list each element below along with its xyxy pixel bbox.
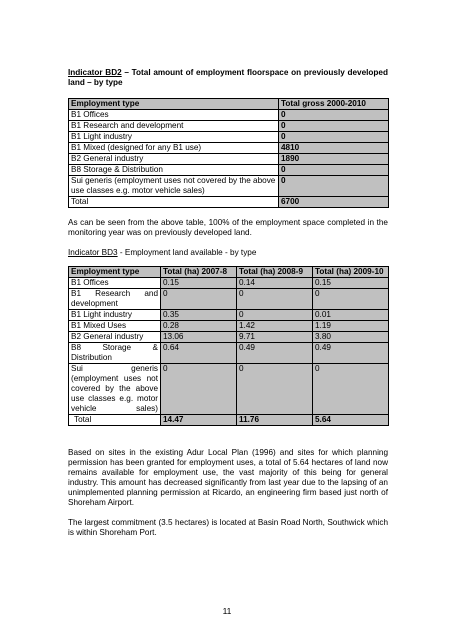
bd3-total-value: 11.76 [237,415,313,426]
bd3-heading [68,248,388,258]
bd3-cell: B1 Light industry [69,310,161,321]
bd3-cell: 0.49 [237,343,313,364]
bd3-cell: 0.49 [313,343,389,364]
bd2-header-row [69,99,389,110]
bd2-cell: 4810 [279,143,389,154]
bd3-cell: 0.15 [161,278,237,289]
bd3-cell: 3.80 [313,332,389,343]
table-row [69,321,389,332]
table-row [69,332,389,343]
table-row [69,132,389,143]
bd2-cell: 0 [279,121,389,132]
bd3-cell: 0.28 [161,321,237,332]
bd3-cell: 0 [237,364,313,415]
bd3-cell: 0 [161,289,237,310]
bd2-cell: B1 Light industry [69,132,279,143]
table-row [69,154,389,165]
bd2-cell: B1 Research and development [69,121,279,132]
bd3-header-2007: Total (ha) 2007-8 [161,267,237,278]
bd2-heading [68,68,388,88]
bd3-cell: 0.15 [313,278,389,289]
bd3-cell: 0 [161,364,237,415]
bd2-cell: Sui generis (employment uses not covered by the above use classes e.g. motor vehicle sales) [69,176,279,197]
bd3-header-2008: Total (ha) 2008-9 [237,267,313,278]
bd3-cell: 0 [237,310,313,321]
table-row [69,289,389,310]
bd3-cell: 0 [313,364,389,415]
bd3-cell: 1.19 [313,321,389,332]
paragraph: As can be seen from the above table, 100% of the employment space completed in the monitoring year was on previously developed land. [68,218,388,237]
table-row [69,121,389,132]
bd2-cell: 0 [279,176,389,197]
document-body [68,68,388,538]
table-row [69,143,389,154]
page-number: 11 [222,606,232,616]
bd3-total-value: 5.64 [313,415,389,426]
bd3-cell: B1 Research and development [69,289,161,310]
bd3-cell: 1.42 [237,321,313,332]
table-row [69,110,389,121]
table-row [69,165,389,176]
table-row [69,278,389,289]
bd2-cell: B1 Offices [69,110,279,121]
bd2-total-row [69,197,389,208]
bd3-total-value: 14.47 [161,415,237,426]
bd3-indicator: Indicator BD3 [68,248,118,257]
table-row [69,364,389,415]
table-row [69,310,389,321]
bd2-cell: 0 [279,132,389,143]
bd3-cell: B2 General industry [69,332,161,343]
bd3-cell: 0.64 [161,343,237,364]
bd2-cell: B8 Storage & Distribution [69,165,279,176]
bd2-cell: 1890 [279,154,389,165]
table-row [69,176,389,197]
bd2-total-value: 6700 [279,197,389,208]
bd3-header-type: Employment type [69,267,161,278]
bd3-cell: 0 [237,289,313,310]
bd3-total-row [69,415,389,426]
bd2-indicator: Indicator BD2 [68,68,122,77]
bd3-cell: 13.06 [161,332,237,343]
bd2-header-total: Total gross 2000-2010 [279,99,389,110]
bd2-title: – Total amount of employment floorspace on previously developed land – by type [68,68,388,87]
bd2-total-label: Total [69,197,279,208]
bd3-cell: 9.71 [237,332,313,343]
bd2-cell: B1 Mixed (designed for any B1 use) [69,143,279,154]
bd3-header-2009: Total (ha) 2009-10 [313,267,389,278]
bd3-table [68,266,389,426]
bd2-cell: B2 General industry [69,154,279,165]
bd3-cell: B1 Offices [69,278,161,289]
bd3-title: - Employment land available - by type [117,248,257,257]
bd3-cell: Sui generis (employment uses not covered by the above use classes e.g. motor vehicle sales) [69,364,161,415]
bd2-header-type: Employment type [69,99,279,110]
bd3-cell: 0.14 [237,278,313,289]
bd3-header-row [69,267,389,278]
bd2-cell: 0 [279,165,389,176]
bd3-cell: 0.01 [313,310,389,321]
bd3-cell: 0 [313,289,389,310]
paragraph: Based on sites in the existing Adur Local Plan (1996) and sites for which planning permission has been granted for employment uses, a total of 5.64 hectares of land now remains available for employment use, the vast majority of this being for general industry. This amount has decreased significantly from last year due to the lapsing of an unimplemented planning permission at Ricardo, an engineering firm based just north of Shoreham Airport. [68,448,388,507]
bd3-cell: B8 Storage & Distribution [69,343,161,364]
table-row [69,343,389,364]
bd3-total-label: Total [69,415,161,426]
bd2-cell: 0 [279,110,389,121]
bd3-cell: 0.35 [161,310,237,321]
bd3-cell: B1 Mixed Uses [69,321,161,332]
paragraph: The largest commitment (3.5 hectares) is located at Basin Road North, Southwick which is within Shoreham Port. [68,518,388,537]
bd2-table [68,98,389,208]
